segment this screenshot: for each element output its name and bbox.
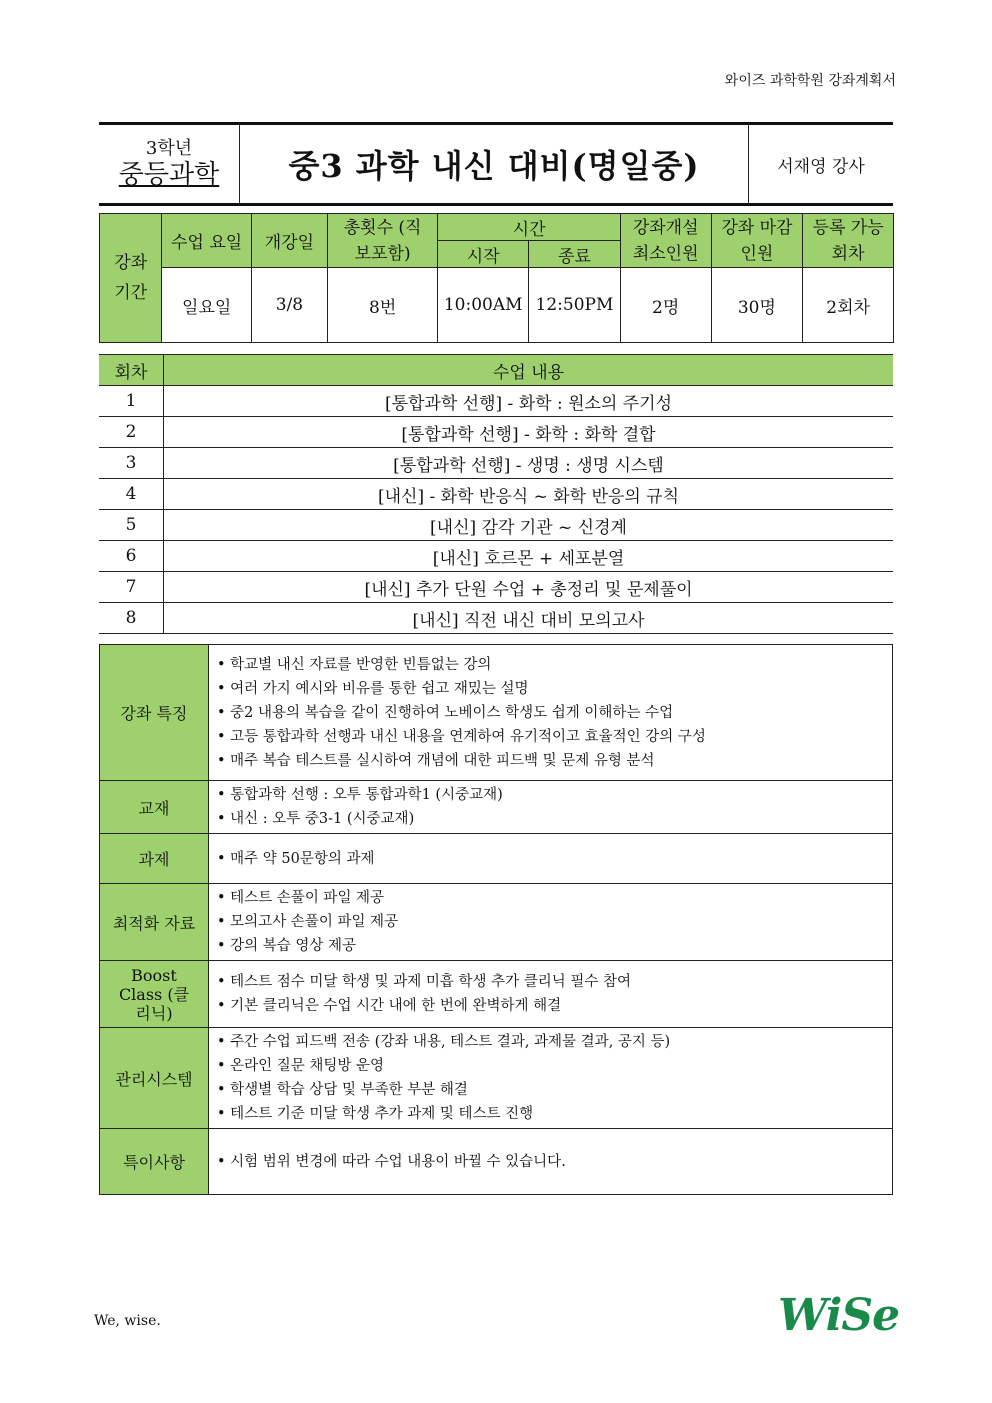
header-time: 시간 — [438, 214, 621, 241]
table-row — [99, 386, 893, 417]
table-row — [99, 603, 893, 634]
feature-item: • 내신 : 오투 중3-1 (시중교재) — [217, 807, 892, 831]
feature-item: • 통합과학 선행 : 오투 통합과학1 (시중교재) — [217, 783, 892, 807]
schedule-table — [99, 213, 894, 343]
lesson-num: 8 — [99, 603, 164, 634]
wise-logo: WiSe — [778, 1290, 900, 1341]
header-max: 강좌 마감인원 — [711, 214, 803, 268]
course-title: 중3 과학 내신 대비(명일중) — [288, 147, 700, 185]
lesson-content: [내신] - 화학 반응식 ~ 화학 반응의 규칙 — [164, 479, 894, 510]
lesson-content: [내신] 감각 기관 ~ 신경계 — [164, 510, 894, 541]
features-table — [99, 644, 893, 1195]
lesson-num: 1 — [99, 386, 164, 417]
schedule-side-label: 강좌 기간 — [100, 214, 162, 343]
lesson-num: 4 — [99, 479, 164, 510]
feature-label: 강좌 특징 — [100, 645, 209, 781]
feature-item: • 모의고사 손풀이 파일 제공 — [217, 910, 892, 934]
feature-body — [209, 834, 893, 884]
feature-body — [209, 1028, 893, 1129]
value-time-end: 12:50PM — [529, 268, 621, 343]
grade-cell — [99, 124, 240, 205]
lesson-num: 6 — [99, 541, 164, 572]
lesson-table — [99, 354, 893, 634]
lesson-num: 7 — [99, 572, 164, 603]
lesson-content: [내신] 직전 내신 대비 모의고사 — [164, 603, 894, 634]
table-row — [99, 541, 893, 572]
feature-body — [209, 781, 893, 834]
feature-item: • 중2 내용의 복습을 같이 진행하여 노베이스 학생도 쉽게 이해하는 수업 — [217, 701, 892, 725]
feature-item: • 테스트 점수 미달 학생 및 과제 미흡 학생 추가 클리닉 필수 참여 — [217, 970, 892, 994]
value-max: 30명 — [711, 268, 803, 343]
header-min: 강좌개설 최소인원 — [620, 214, 711, 268]
value-start-date: 3/8 — [251, 268, 327, 343]
feature-item: • 고등 통합과학 선행과 내신 내용을 연계하여 유기적이고 효율적인 강의 구성 — [217, 725, 892, 749]
document-label: 와이즈 과학학원 강좌계획서 — [724, 73, 896, 89]
header-start-date: 개강일 — [251, 214, 327, 268]
header-day: 수업 요일 — [162, 214, 252, 268]
feature-label: 관리시스템 — [100, 1028, 209, 1129]
feature-body — [209, 884, 893, 961]
lesson-content: [통합과학 선행] - 화학 : 원소의 주기성 — [164, 386, 894, 417]
value-min: 2명 — [620, 268, 711, 343]
header-time-start: 시작 — [438, 241, 529, 268]
feature-item: • 시험 범위 변경에 따라 수업 내용이 바뀔 수 있습니다. — [217, 1150, 892, 1174]
feature-item: • 학생별 학습 상담 및 부족한 부분 해결 — [217, 1078, 892, 1102]
feature-item: • 여러 가지 예시와 비유를 통한 쉽고 재밌는 설명 — [217, 677, 892, 701]
feature-item: • 기본 클리닉은 수업 시간 내에 한 번에 완벽하게 해결 — [217, 994, 892, 1018]
lesson-content: [통합과학 선행] - 생명 : 생명 시스템 — [164, 448, 894, 479]
table-row — [99, 417, 893, 448]
feature-item: • 온라인 질문 채팅방 운영 — [217, 1054, 892, 1078]
table-row — [99, 572, 893, 603]
feature-body — [209, 961, 893, 1028]
lesson-num: 2 — [99, 417, 164, 448]
feature-item: • 테스트 기준 미달 학생 추가 과제 및 테스트 진행 — [217, 1102, 892, 1126]
feature-item: • 매주 복습 테스트를 실시하여 개념에 대한 피드백 및 문제 유형 분석 — [217, 749, 892, 773]
feature-label: 최적화 자료 — [100, 884, 209, 961]
feature-item: • 학교별 내신 자료를 반영한 빈틈없는 강의 — [217, 653, 892, 677]
header-sessions: 총횟수 (직보포함) — [327, 214, 437, 268]
table-row — [99, 448, 893, 479]
feature-item: • 주간 수업 피드백 전송 (강좌 내용, 테스트 결과, 과제물 결과, 공지 등) — [217, 1030, 892, 1054]
category-label: 중등과학 — [118, 160, 220, 190]
feature-label: 특이사항 — [100, 1129, 209, 1195]
table-row — [99, 479, 893, 510]
header-time-end: 종료 — [529, 241, 621, 268]
title-block — [99, 122, 893, 206]
footer-slogan: We, wise. — [94, 1313, 161, 1329]
feature-body — [209, 645, 893, 781]
header-reg: 등록 가능회차 — [803, 214, 894, 268]
feature-label: 과제 — [100, 834, 209, 884]
feature-label: Boost Class (클리닉) — [100, 961, 209, 1028]
lesson-content: [내신] 호르몬 + 세포분열 — [164, 541, 894, 572]
table-row — [99, 510, 893, 541]
feature-body — [209, 1129, 893, 1195]
value-sessions: 8번 — [327, 268, 437, 343]
lesson-content: [내신] 추가 단원 수업 + 총정리 및 문제풀이 — [164, 572, 894, 603]
feature-item: • 강의 복습 영상 제공 — [217, 934, 892, 958]
lesson-header-content: 수업 내용 — [164, 355, 894, 386]
lesson-num: 5 — [99, 510, 164, 541]
course-title-cell — [240, 124, 749, 205]
lesson-header-num: 회차 — [99, 355, 164, 386]
lesson-content: [통합과학 선행] - 화학 : 화학 결합 — [164, 417, 894, 448]
value-day: 일요일 — [162, 268, 252, 343]
teacher-cell — [749, 124, 894, 205]
value-time-start: 10:00AM — [438, 268, 529, 343]
feature-item: • 테스트 손풀이 파일 제공 — [217, 886, 892, 910]
feature-label: 교재 — [100, 781, 209, 834]
feature-item: • 매주 약 50문항의 과제 — [217, 847, 892, 871]
grade-label: 3학년 — [145, 138, 193, 159]
teacher-name: 서재영 강사 — [777, 156, 865, 177]
lesson-num: 3 — [99, 448, 164, 479]
value-reg: 2회차 — [803, 268, 894, 343]
